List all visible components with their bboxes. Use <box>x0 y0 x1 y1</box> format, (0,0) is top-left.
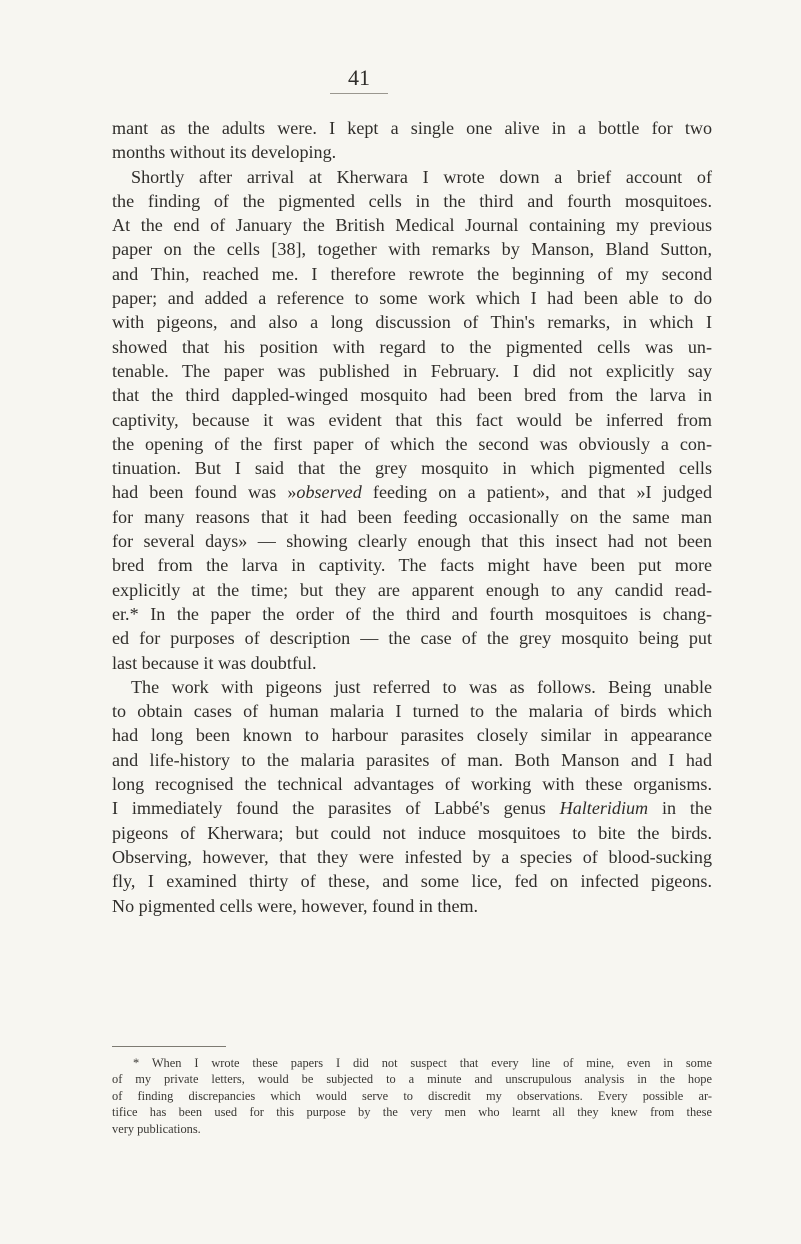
text-line: pigeons of Kherwara; but could not induce mosquitoes to bite the birds. <box>112 822 712 843</box>
text-line: that the third dappled-winged mosquito had been bred from the larva in <box>112 385 712 406</box>
footnote-line: of my private letters, would be subjected to a minute and unscrupulous analysis in the hope <box>112 1072 712 1087</box>
italic-word: observed <box>296 482 362 503</box>
main-text <box>112 116 712 918</box>
footnote-line: * When I wrote these papers I did not suspect that every line of mine, even in some <box>133 1056 712 1070</box>
italic-genus-name: Halteridium <box>559 798 649 819</box>
footnote-line: tifice has been used for this purpose by the very men who learnt all they knew from these <box>112 1105 712 1120</box>
text-line: No pigmented cells were, however, found in them. <box>112 895 479 916</box>
text-line: mant as the adults were. I kept a single one alive in a bottle for two <box>112 118 712 138</box>
text-line: the finding of the pigmented cells in the third and fourth mosquitoes. <box>112 190 712 211</box>
text-line: the opening of the first paper of which the second was obviously a con- <box>112 433 712 454</box>
text-line: Shortly after arrival at Kherwara I wrote down a brief account of <box>131 166 712 187</box>
text-line: captivity, because it was evident that this fact would be inferred from <box>112 409 712 430</box>
text-line: Observing, however, that they were infested by a species of blood-sucking <box>112 846 712 867</box>
text-line: ed for purposes of description — the case of the grey mosquito being put <box>112 628 712 649</box>
page-number: 41 <box>348 65 370 90</box>
text-line: for several days» — showing clearly enough that this insect had not been <box>112 531 712 552</box>
text-line: with pigeons, and also a long discussion of Thin's remarks, in which I <box>112 312 712 333</box>
text-line: to obtain cases of human malaria I turned to the malaria of birds which <box>112 701 712 722</box>
text-line: for many reasons that it had been feeding occasionally on the same man <box>112 506 712 527</box>
text-line: The work with pigeons just referred to was as follows. Being unable <box>131 676 712 697</box>
text-line: er.* In the paper the order of the third and fourth mosquitoes is chang- <box>112 603 712 624</box>
text-line: showed that his position with regard to the pigmented cells was un- <box>112 336 712 357</box>
text-line-with-italic: I immediately found the parasites of Labbé's genus Halteridium in the <box>112 798 712 819</box>
text-line: last because it was doubtful. <box>112 652 317 673</box>
text-line: paper on the cells [38], together with remarks by Manson, Bland Sutton, <box>112 239 712 260</box>
footnote-rule <box>112 1046 226 1047</box>
footnote-line: very publications. <box>112 1121 201 1136</box>
text-line: fly, I examined thirty of these, and some lice, fed on infected pigeons. <box>112 871 712 892</box>
text-line-with-italic: had been found was »observed feeding on a patient», and that »I judged <box>112 482 712 503</box>
text-line: tenable. The paper was published in February. I did not explicitly say <box>112 360 712 381</box>
footnote <box>112 1055 712 1137</box>
text-line: long recognised the technical advantages of working with these organisms. <box>112 774 712 795</box>
text-line: bred from the larva in captivity. The facts might have been put more <box>112 555 712 576</box>
text-line: At the end of January the British Medical Journal containing my previous <box>112 215 712 236</box>
text-line: months without its developing. <box>112 142 337 163</box>
footnote-line: of finding discrepancies which would serve to discredit my observations. Every possible ar- <box>112 1088 712 1103</box>
text-line: and life-history to the malaria parasites of man. Both Manson and I had <box>112 749 712 770</box>
text-line: had long been known to harbour parasites closely similar in appearance <box>112 725 712 746</box>
text-line: explicitly at the time; but they are apparent enough to any candid read- <box>112 579 712 600</box>
text-line: and Thin, reached me. I therefore rewrote the beginning of my second <box>112 263 712 284</box>
text-line: tinuation. But I said that the grey mosquito in which pigmented cells <box>112 458 712 479</box>
text-line: paper; and added a reference to some work which I had been able to do <box>112 288 712 309</box>
page-number-rule <box>330 93 388 94</box>
